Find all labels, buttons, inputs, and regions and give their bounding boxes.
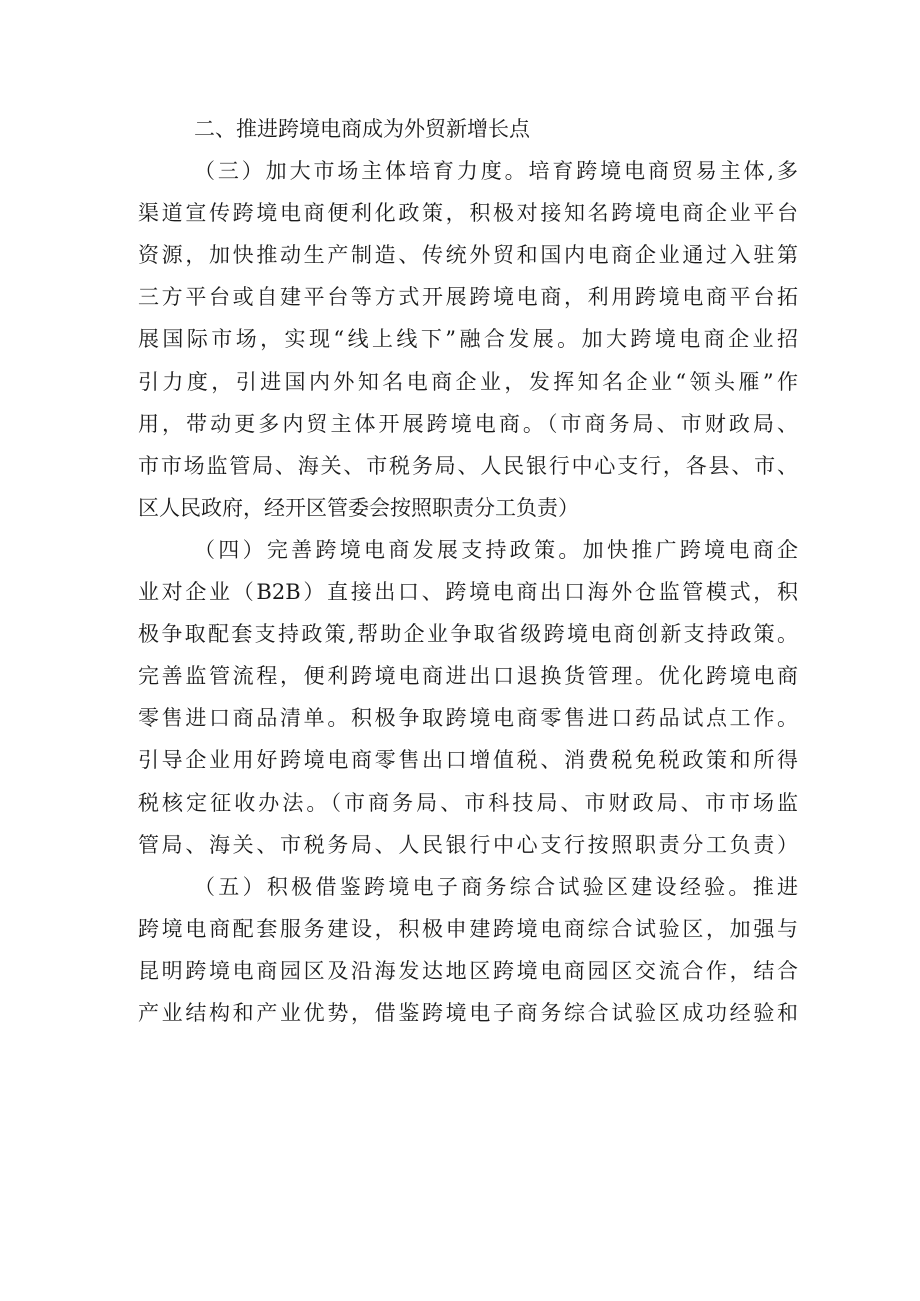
paragraph-line: 完善监管流程，便利跨境电商进出口退换货管理。优化跨境电商 — [138, 664, 798, 689]
paragraph-line: 区人民政府，经开区管委会按照职责分工负责） — [138, 495, 579, 520]
paragraph-line: 业对企业（B2B）直接出口、跨境电商出口海外仓监管模式，积 — [138, 580, 798, 605]
document-body — [138, 108, 798, 1034]
paragraph-line: 管局、海关、市税务局、人民银行中心支行按照职责分工负责） — [138, 832, 798, 857]
paragraph-line: 引力度，引进国内外知名电商企业，发挥知名企业“领头雁”作 — [138, 369, 798, 394]
paragraph-line: 零售进口商品清单。积极争取跨境电商零售进口药品试点工作。 — [138, 706, 798, 731]
paragraph-line: 展国际市场，实现“线上线下”融合发展。加大跨境电商企业招 — [138, 327, 798, 352]
paragraph-4 — [138, 529, 798, 866]
paragraph-line: 极争取配套支持政策,帮助企业争取省级跨境电商创新支持政策。 — [138, 622, 798, 647]
paragraph-line: 昆明跨境电商园区及沿海发达地区跨境电商园区交流合作，结合 — [138, 958, 798, 983]
paragraph-line: 产业结构和产业优势，借鉴跨境电子商务综合试验区成功经验和 — [138, 1000, 798, 1025]
paragraph-line: 资源，加快推动生产制造、传统外贸和国内电商企业通过入驻第 — [138, 243, 798, 268]
paragraph-line: 三方平台或自建平台等方式开展跨境电商，利用跨境电商平台拓 — [138, 285, 798, 310]
paragraph-line: 税核定征收办法。（市商务局、市科技局、市财政局、市市场监 — [138, 790, 798, 815]
paragraph-line: 用，带动更多内贸主体开展跨境电商。（市商务局、市财政局、 — [138, 411, 798, 436]
paragraph-line: 跨境电商配套服务建设，积极申建跨境电商综合试验区，加强与 — [138, 916, 798, 941]
paragraph-line: 市市场监管局、海关、市税务局、人民银行中心支行，各县、市、 — [138, 453, 798, 478]
paragraph-line: （三）加大市场主体培育力度。培育跨境电商贸易主体,多 — [194, 159, 798, 184]
section-heading: 二、推进跨境电商成为外贸新增长点 — [194, 117, 530, 141]
paragraph-5 — [138, 866, 798, 1034]
paragraph-line: 引导企业用好跨境电商零售出口增值税、消费税免税政策和所得 — [138, 748, 798, 773]
paragraph-line: （五）积极借鉴跨境电子商务综合试验区建设经验。推进 — [194, 874, 798, 899]
paragraph-line: （四）完善跨境电商发展支持政策。加快推广跨境电商企 — [194, 537, 798, 562]
paragraph-line: 渠道宣传跨境电商便利化政策，积极对接知名跨境电商企业平台 — [138, 201, 798, 226]
paragraph-3 — [138, 150, 798, 529]
